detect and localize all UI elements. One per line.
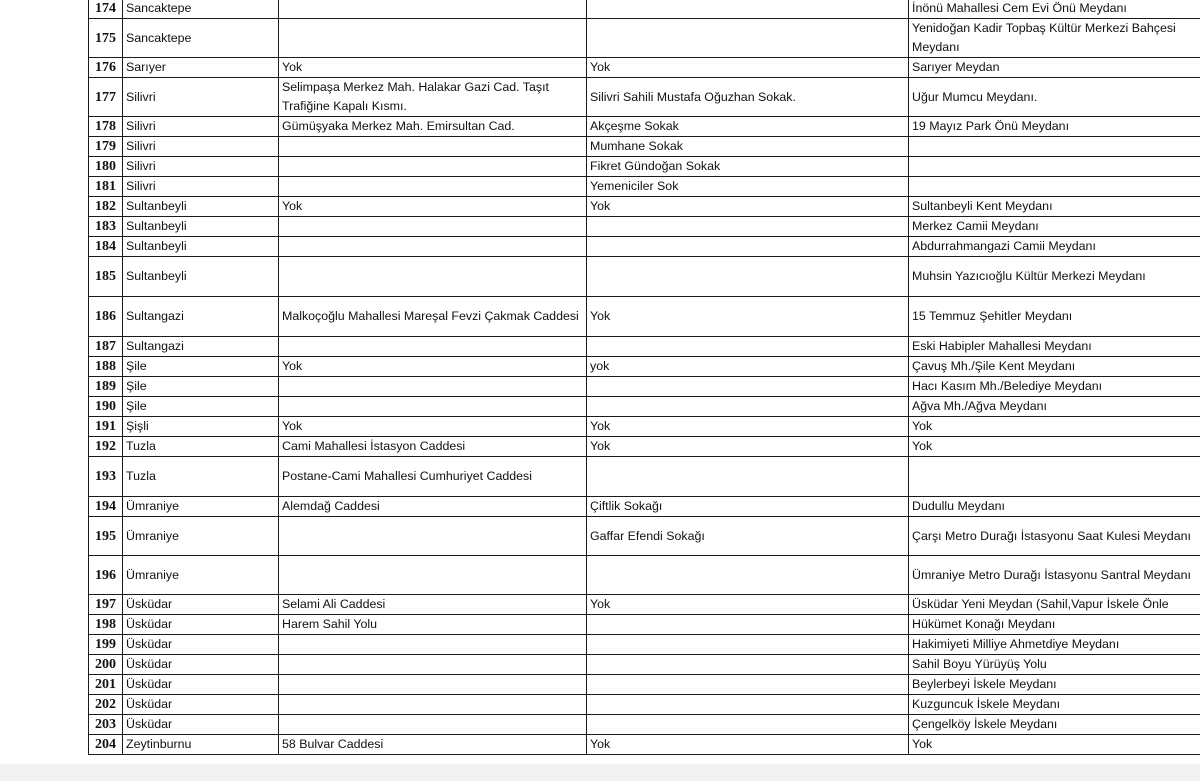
row-number-cell: 189 xyxy=(89,377,123,397)
table-row xyxy=(89,197,1200,217)
table-row xyxy=(89,735,1200,755)
district-cell: Üsküdar xyxy=(123,715,279,735)
table-row xyxy=(89,417,1200,437)
table-row xyxy=(89,437,1200,457)
square-cell: Merkez Camii Meydanı xyxy=(909,217,1200,237)
district-cell: Silivri xyxy=(123,157,279,177)
street-cell xyxy=(279,19,587,58)
street-cell xyxy=(279,556,587,595)
street-cell: 58 Bulvar Caddesi xyxy=(279,735,587,755)
row-number-cell: 184 xyxy=(89,237,123,257)
square-cell: Sultanbeyli Kent Meydanı xyxy=(909,197,1200,217)
table-row xyxy=(89,217,1200,237)
street-cell: Yok xyxy=(279,197,587,217)
district-cell: Sancaktepe xyxy=(123,19,279,58)
table-row xyxy=(89,58,1200,78)
street-cell xyxy=(279,397,587,417)
street-alt-cell: Akçeşme Sokak xyxy=(587,117,909,137)
street-cell xyxy=(279,675,587,695)
table-row xyxy=(89,157,1200,177)
district-cell: Sultanbeyli xyxy=(123,217,279,237)
street-alt-cell: Silivri Sahili Mustafa Oğuzhan Sokak. xyxy=(587,78,909,117)
street-alt-cell xyxy=(587,715,909,735)
table-row xyxy=(89,237,1200,257)
district-cell: Üsküdar xyxy=(123,695,279,715)
row-number-cell: 180 xyxy=(89,157,123,177)
street-alt-cell xyxy=(587,257,909,297)
row-number-cell: 201 xyxy=(89,675,123,695)
table-row xyxy=(89,497,1200,517)
street-alt-cell xyxy=(587,337,909,357)
district-cell: Sultangazi xyxy=(123,297,279,337)
row-number-cell: 183 xyxy=(89,217,123,237)
district-cell: Üsküdar xyxy=(123,635,279,655)
street-cell xyxy=(279,177,587,197)
street-cell: Selimpaşa Merkez Mah. Halakar Gazi Cad. Taşıt Trafiğine Kapalı Kısmı. xyxy=(279,78,587,117)
street-cell: Harem Sahil Yolu xyxy=(279,615,587,635)
square-cell: Hakimiyeti Milliye Ahmetdiye Meydanı xyxy=(909,635,1200,655)
street-cell xyxy=(279,517,587,556)
square-cell: Çavuş Mh./Şile Kent Meydanı xyxy=(909,357,1200,377)
district-cell: Silivri xyxy=(123,117,279,137)
street-alt-cell xyxy=(587,675,909,695)
table-row xyxy=(89,695,1200,715)
district-cell: Zeytinburnu xyxy=(123,735,279,755)
street-alt-cell: Yok xyxy=(587,297,909,337)
street-alt-cell xyxy=(587,635,909,655)
street-alt-cell: Mumhane Sokak xyxy=(587,137,909,157)
row-number-cell: 188 xyxy=(89,357,123,377)
square-cell xyxy=(909,157,1200,177)
square-cell: Sahil Boyu Yürüyüş Yolu xyxy=(909,655,1200,675)
district-cell: Sultanbeyli xyxy=(123,257,279,297)
district-cell: Üsküdar xyxy=(123,595,279,615)
square-cell: Ağva Mh./Ağva Meydanı xyxy=(909,397,1200,417)
square-cell xyxy=(909,177,1200,197)
table-row xyxy=(89,0,1200,19)
district-cell: Şile xyxy=(123,357,279,377)
street-cell: Yok xyxy=(279,357,587,377)
row-number-cell: 181 xyxy=(89,177,123,197)
street-alt-cell xyxy=(587,19,909,58)
street-alt-cell xyxy=(587,217,909,237)
district-cell: Silivri xyxy=(123,137,279,157)
row-number-cell: 187 xyxy=(89,337,123,357)
district-cell: Silivri xyxy=(123,78,279,117)
street-alt-cell: yok xyxy=(587,357,909,377)
square-cell xyxy=(909,457,1200,497)
row-number-cell: 203 xyxy=(89,715,123,735)
street-cell xyxy=(279,377,587,397)
street-alt-cell: Yok xyxy=(587,735,909,755)
square-cell: 15 Temmuz Şehitler Meydanı xyxy=(909,297,1200,337)
table-row xyxy=(89,556,1200,595)
table-body xyxy=(89,0,1200,755)
district-cell: Silivri xyxy=(123,177,279,197)
district-cell: Ümraniye xyxy=(123,497,279,517)
table-row xyxy=(89,177,1200,197)
district-cell: Tuzla xyxy=(123,437,279,457)
table-row xyxy=(89,715,1200,735)
street-cell: Alemdağ Caddesi xyxy=(279,497,587,517)
row-number-cell: 186 xyxy=(89,297,123,337)
square-cell: Çarşı Metro Durağı İstasyonu Saat Kulesi Meydanı xyxy=(909,517,1200,556)
row-number-cell: 175 xyxy=(89,19,123,58)
street-cell: Yok xyxy=(279,417,587,437)
square-cell: Ümraniye Metro Durağı İstasyonu Santral Meydanı xyxy=(909,556,1200,595)
street-cell xyxy=(279,655,587,675)
table-row xyxy=(89,357,1200,377)
district-cell: Sultanbeyli xyxy=(123,197,279,217)
street-alt-cell: Yok xyxy=(587,58,909,78)
street-alt-cell xyxy=(587,0,909,19)
row-number-cell: 199 xyxy=(89,635,123,655)
square-cell: Yenidoğan Kadir Topbaş Kültür Merkezi Bahçesi Meydanı xyxy=(909,19,1200,58)
square-cell: Yok xyxy=(909,735,1200,755)
square-cell: Çengelköy İskele Meydanı xyxy=(909,715,1200,735)
square-cell: Üsküdar Yeni Meydan (Sahil,Vapur İskele Önle xyxy=(909,595,1200,615)
table-row xyxy=(89,78,1200,117)
square-cell: Muhsin Yazıcıoğlu Kültür Merkezi Meydanı xyxy=(909,257,1200,297)
district-cell: Tuzla xyxy=(123,457,279,497)
street-cell xyxy=(279,0,587,19)
table-row xyxy=(89,337,1200,357)
row-number-cell: 192 xyxy=(89,437,123,457)
square-cell: Dudullu Meydanı xyxy=(909,497,1200,517)
page-bottom-margin xyxy=(0,764,1200,781)
street-cell: Malkoçoğlu Mahallesi Mareşal Fevzi Çakmak Caddesi xyxy=(279,297,587,337)
district-table xyxy=(88,0,1200,755)
street-cell xyxy=(279,157,587,177)
table-row xyxy=(89,397,1200,417)
table-row xyxy=(89,655,1200,675)
table-row xyxy=(89,457,1200,497)
table-row xyxy=(89,137,1200,157)
square-cell: Sarıyer Meydan xyxy=(909,58,1200,78)
square-cell: Uğur Mumcu Meydanı. xyxy=(909,78,1200,117)
table-row xyxy=(89,117,1200,137)
table-row xyxy=(89,517,1200,556)
document-page xyxy=(88,0,1200,755)
street-cell xyxy=(279,635,587,655)
table-row xyxy=(89,257,1200,297)
square-cell: Beylerbeyi İskele Meydanı xyxy=(909,675,1200,695)
square-cell: Abdurrahmangazi Camii Meydanı xyxy=(909,237,1200,257)
table-row xyxy=(89,635,1200,655)
square-cell xyxy=(909,137,1200,157)
square-cell: Kuzguncuk İskele Meydanı xyxy=(909,695,1200,715)
district-cell: Üsküdar xyxy=(123,615,279,635)
table-row xyxy=(89,615,1200,635)
street-cell: Selami Ali Caddesi xyxy=(279,595,587,615)
street-cell xyxy=(279,137,587,157)
table-row xyxy=(89,595,1200,615)
row-number-cell: 191 xyxy=(89,417,123,437)
row-number-cell: 195 xyxy=(89,517,123,556)
district-cell: Ümraniye xyxy=(123,517,279,556)
square-cell: Hükümet Konağı Meydanı xyxy=(909,615,1200,635)
row-number-cell: 179 xyxy=(89,137,123,157)
district-cell: Üsküdar xyxy=(123,655,279,675)
table-row xyxy=(89,19,1200,58)
row-number-cell: 185 xyxy=(89,257,123,297)
row-number-cell: 200 xyxy=(89,655,123,675)
street-alt-cell xyxy=(587,695,909,715)
street-cell xyxy=(279,237,587,257)
district-cell: Sarıyer xyxy=(123,58,279,78)
street-alt-cell: Yok xyxy=(587,437,909,457)
street-cell xyxy=(279,217,587,237)
row-number-cell: 182 xyxy=(89,197,123,217)
square-cell: Eski Habipler Mahallesi Meydanı xyxy=(909,337,1200,357)
square-cell: Yok xyxy=(909,437,1200,457)
street-alt-cell: Yok xyxy=(587,417,909,437)
row-number-cell: 190 xyxy=(89,397,123,417)
row-number-cell: 178 xyxy=(89,117,123,137)
street-alt-cell: Fikret Gündoğan Sokak xyxy=(587,157,909,177)
table-row xyxy=(89,675,1200,695)
row-number-cell: 202 xyxy=(89,695,123,715)
district-cell: Sancaktepe xyxy=(123,0,279,19)
row-number-cell: 194 xyxy=(89,497,123,517)
row-number-cell: 197 xyxy=(89,595,123,615)
district-cell: Üsküdar xyxy=(123,675,279,695)
district-cell: Ümraniye xyxy=(123,556,279,595)
street-cell: Cami Mahallesi İstasyon Caddesi xyxy=(279,437,587,457)
street-alt-cell: Yok xyxy=(587,595,909,615)
row-number-cell: 196 xyxy=(89,556,123,595)
district-cell: Sultangazi xyxy=(123,337,279,357)
square-cell: 19 Mayız Park Önü Meydanı xyxy=(909,117,1200,137)
street-alt-cell xyxy=(587,397,909,417)
street-alt-cell xyxy=(587,377,909,397)
street-cell: Gümüşyaka Merkez Mah. Emirsultan Cad. xyxy=(279,117,587,137)
row-number-cell: 198 xyxy=(89,615,123,635)
street-cell xyxy=(279,337,587,357)
district-cell: Sultanbeyli xyxy=(123,237,279,257)
street-alt-cell: Yemeniciler Sok xyxy=(587,177,909,197)
street-alt-cell xyxy=(587,556,909,595)
table-row xyxy=(89,297,1200,337)
street-cell xyxy=(279,257,587,297)
street-alt-cell xyxy=(587,655,909,675)
street-alt-cell xyxy=(587,457,909,497)
district-cell: Şile xyxy=(123,377,279,397)
street-cell: Postane-Cami Mahallesi Cumhuriyet Caddesi xyxy=(279,457,587,497)
district-cell: Şişli xyxy=(123,417,279,437)
street-alt-cell: Yok xyxy=(587,197,909,217)
row-number-cell: 176 xyxy=(89,58,123,78)
street-cell xyxy=(279,695,587,715)
square-cell: Hacı Kasım Mh./Belediye Meydanı xyxy=(909,377,1200,397)
district-cell: Şile xyxy=(123,397,279,417)
street-alt-cell xyxy=(587,237,909,257)
row-number-cell: 177 xyxy=(89,78,123,117)
street-alt-cell: Çiftlik Sokağı xyxy=(587,497,909,517)
street-alt-cell: Gaffar Efendi Sokağı xyxy=(587,517,909,556)
row-number-cell: 174 xyxy=(89,0,123,19)
street-cell xyxy=(279,715,587,735)
row-number-cell: 193 xyxy=(89,457,123,497)
street-cell: Yok xyxy=(279,58,587,78)
row-number-cell: 204 xyxy=(89,735,123,755)
table-row xyxy=(89,377,1200,397)
square-cell: Yok xyxy=(909,417,1200,437)
street-alt-cell xyxy=(587,615,909,635)
square-cell: İnönü Mahallesi Cem Evi Önü Meydanı xyxy=(909,0,1200,19)
